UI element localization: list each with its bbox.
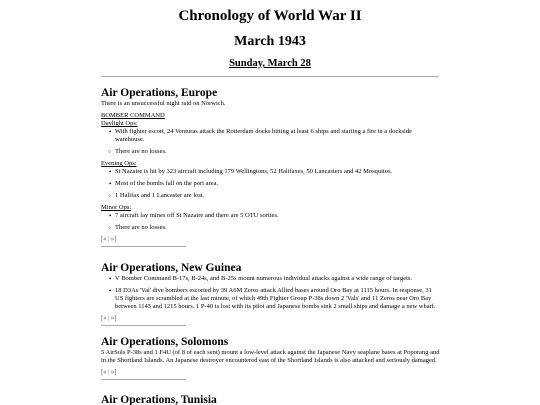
section-heading: Air Operations, New Guinea [101, 262, 242, 274]
divider [101, 379, 186, 380]
section-heading: Air Operations, Tunisia [101, 394, 217, 405]
evening-list [101, 168, 441, 200]
prev-link[interactable]: [« [101, 235, 107, 243]
list-item: • 18 D3As 'Val' dive bombers escorted by 39 A6M Zeros attack Allied bases around Oro Bay at 1115 hours. In response, 31 US fighters are scrambled at the last minute, of which 49th Fighter Group P-38s down 2 'Vals' and 11 Zeros near Oro Bay between 1145 and 1215 hours. 1 P-40 is lost with its pilot and Japanese bombs sink 2 small ships and damage a new wharf. [109, 287, 441, 311]
nav-links [101, 368, 441, 377]
list-item: ○ 1 Halifax and 1 Lancaster are lost. [109, 192, 441, 200]
minor-list [101, 212, 441, 232]
nav-separator: | [108, 314, 110, 322]
section-text: 5 AirSols P-38s and 1 F4U (of 8 of each sent) mount a low-level attack against the Japanese Navy seaplane bases at Poporang and in the Shortland Islands. An Japanese destroyer encountered east of the Shortland Islands is also attacked and seriously damaged. [101, 349, 440, 364]
divider [101, 246, 186, 247]
list-item: • St Nazaire is hit by 323 aircraft including 179 Wellingtons, 52 Halifaxes, 50 Lancasters and 42 Mosquitos. [109, 168, 441, 176]
prev-link[interactable]: [« [101, 368, 107, 376]
nav-separator: | [108, 235, 110, 243]
nav-links [101, 314, 441, 323]
divider [101, 76, 439, 77]
list-item: • With fighter escort, 24 Venturas attack the Rotterdam docks hitting at least 6 ships and starting a fire in a dockside warehouse. [109, 128, 441, 144]
section-solomons [101, 336, 441, 380]
command-label: BOMBER COMMAND [101, 112, 165, 119]
nav-links [101, 235, 441, 244]
list-item: • 7 aircraft lay mines off St Nazaire and there are 5 OTU sorties. [109, 212, 441, 220]
divider [101, 325, 186, 326]
day-title: Sunday, March 28 [229, 58, 311, 69]
next-link[interactable]: »] [110, 314, 117, 322]
section-tunisia [101, 394, 441, 405]
section-heading: Air Operations, Solomons [101, 336, 229, 348]
list-item: ○ There are no losses. [109, 148, 441, 156]
list-item: ○ There are no losses. [109, 224, 441, 232]
section-heading: Air Operations, Europe [101, 87, 218, 99]
intro-text: There is an unsuccessful night raid on Norwich. [101, 100, 226, 107]
next-link[interactable]: »] [110, 235, 117, 243]
daylight-list [101, 128, 441, 156]
section-europe [101, 87, 441, 247]
prev-link[interactable]: [« [101, 314, 107, 322]
daylight-label: Daylight Ops: [101, 120, 138, 127]
next-link[interactable]: »] [110, 368, 117, 376]
minor-label: Minor Ops: [101, 204, 132, 211]
page-title: Chronology of World War II [178, 8, 362, 24]
evening-label: Evening Ops: [101, 160, 137, 167]
newguinea-list [101, 275, 441, 311]
list-item: • V Bomber Command B-17s, B-24s, and B-25s mount numerous individual attacks against a wide range of targets. [109, 275, 441, 283]
section-new-guinea [101, 262, 441, 326]
month-title: March 1943 [234, 34, 306, 49]
list-item: • Most of the bombs fall on the port area. [109, 180, 441, 188]
nav-separator: | [108, 368, 110, 376]
